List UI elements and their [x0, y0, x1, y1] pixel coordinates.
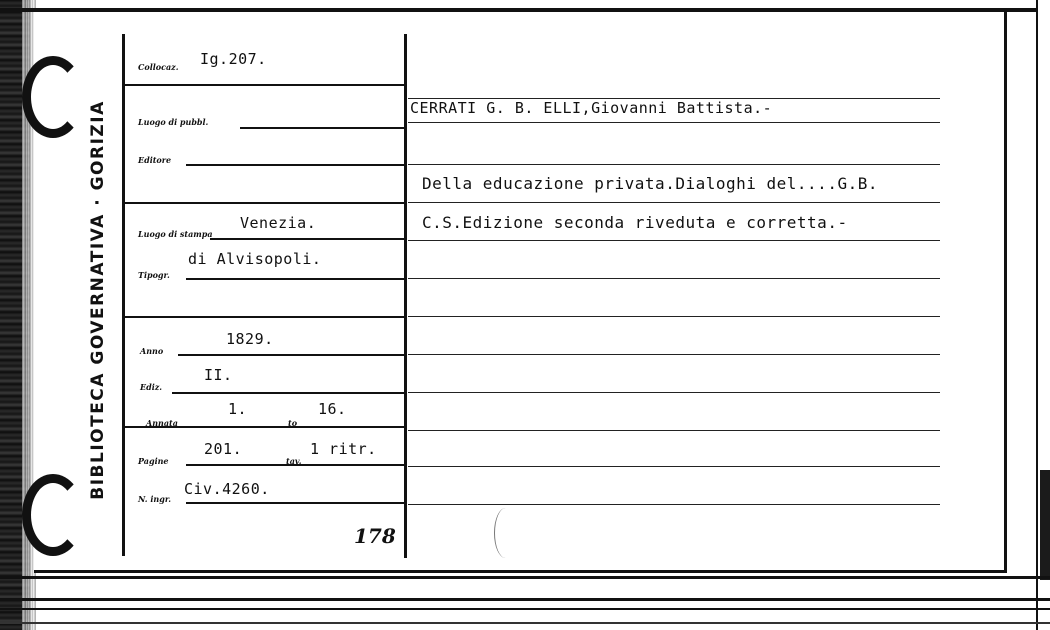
rule-right: [408, 354, 940, 355]
value-annata-from: 1.: [228, 400, 248, 418]
rule-right: [408, 392, 940, 393]
label-anno: Anno: [140, 346, 164, 356]
value-luogo-stampa: Venezia.: [240, 214, 317, 232]
rule-right: [408, 202, 940, 203]
scanner-edge-right-shadow: [1040, 470, 1050, 580]
value-annata-to: 16.: [318, 400, 347, 418]
institution-heading: BIBLIOTECA GOVERNATIVA · GORIZIA: [88, 100, 108, 500]
handwritten-note: 178: [354, 524, 396, 548]
rule-edizione: [172, 392, 404, 394]
label-luogo-stampa: Luogo di stampa: [138, 229, 213, 239]
value-pagine: 201.: [204, 440, 243, 458]
catalog-card: [34, 12, 1007, 573]
scanner-rule: [0, 598, 1050, 601]
label-inventario: N. ingr.: [138, 494, 172, 504]
rule-right: [408, 466, 940, 467]
label-editore: Editore: [138, 155, 172, 165]
rule-inventario: [186, 502, 404, 504]
rule-luogo-stampa: [210, 238, 404, 240]
card-middle-rule: [404, 34, 407, 558]
label-edizione: Ediz.: [140, 382, 163, 392]
value-tavole: 1 ritr.: [310, 440, 377, 458]
rule-anno: [178, 354, 404, 356]
rule-blank: [124, 202, 404, 204]
value-collocazione: Ig.207.: [200, 50, 267, 68]
value-anno: 1829.: [226, 330, 274, 348]
card-left-rule: [122, 34, 125, 556]
rule-right: [408, 278, 940, 279]
label-tavole: tav.: [286, 456, 302, 466]
entry-author: CERRATI G. B. ELLI,Giovanni Battista.-: [410, 99, 773, 117]
value-edizione: II.: [204, 366, 233, 384]
label-annata: Annata: [146, 418, 178, 428]
rule-right: [408, 430, 940, 431]
rule-right: [408, 504, 940, 505]
rule-right: [408, 122, 940, 123]
rule-blank: [124, 316, 404, 318]
label-annata-to: to: [288, 418, 298, 428]
rule-right: [408, 164, 940, 165]
pencil-mark: [494, 508, 517, 558]
rule-collocazione: [124, 84, 404, 86]
punch-hole-bottom: [22, 474, 84, 556]
entry-title-line-2: C.S.Edizione seconda riveduta e corretta.-: [422, 213, 848, 232]
punch-hole-top: [22, 56, 84, 138]
scanner-edge-bottom: [0, 576, 1050, 579]
value-tipografo: di Alvisopoli.: [188, 250, 322, 268]
label-luogo-pubbl: Luogo di pubbl.: [138, 117, 209, 127]
entry-title-line-1: Della educazione privata.Dialoghi del....G.B.: [422, 174, 878, 193]
label-pagine: Pagine: [138, 456, 169, 466]
value-inventario: Civ.4260.: [184, 480, 270, 498]
rule-right: [408, 240, 940, 241]
label-tipografo: Tipogr.: [138, 270, 170, 280]
scanner-rule: [0, 622, 1050, 624]
rule-luogo-pubbl: [240, 127, 404, 129]
rule-editore: [186, 164, 404, 166]
rule-tipografo: [186, 278, 404, 280]
scanner-rule: [0, 608, 1050, 610]
rule-right: [408, 316, 940, 317]
label-collocazione: Collocaz.: [138, 62, 179, 72]
